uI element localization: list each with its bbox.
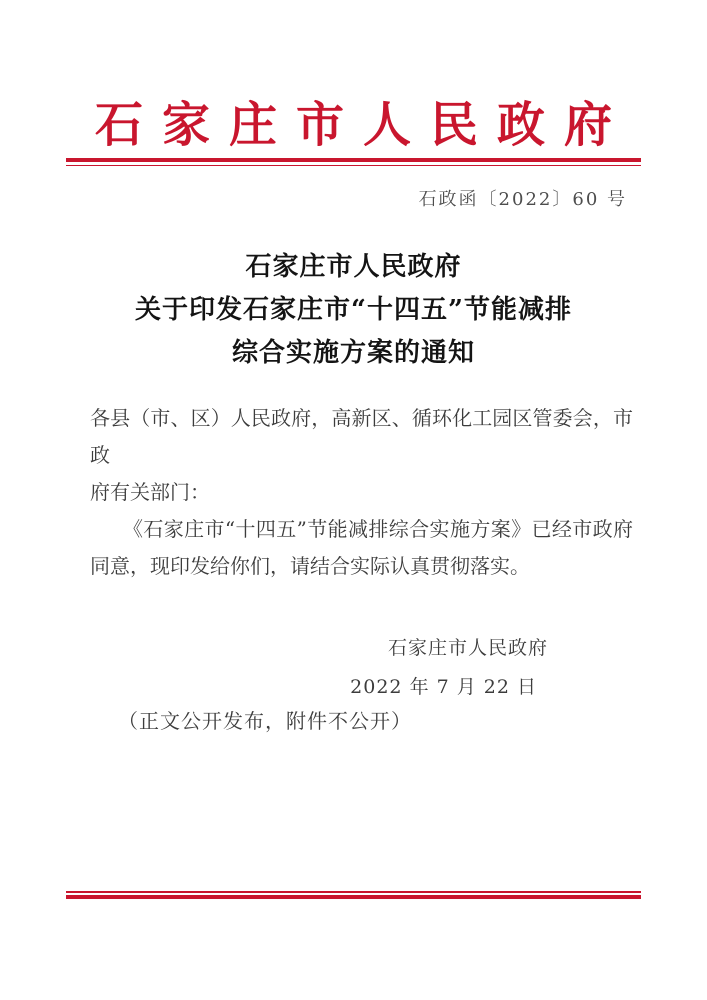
publication-note: （正文公开发布，附件不公开） [118,709,412,733]
rule-thin [66,891,641,893]
issuing-authority-signature: 石家庄市人民政府 [387,637,548,659]
rule-thin [66,165,641,167]
title-line-2: 关于印发石家庄市“十四五”节能减排 [135,295,572,325]
rule-thick [66,895,641,899]
masthead-double-rule [66,158,641,166]
body-line-2: 府有关部门： [90,480,210,504]
document-title [0,246,707,375]
body-line-1: 各县（市、区）人民政府，高新区、循环化工园区管委会，市政 [90,406,633,467]
issue-date: 2022 年 7 月 22 日 [350,676,537,698]
body-line-4: 同意，现印发给你们，请结合实际认真贯彻落实。 [90,554,530,578]
title-line-1: 石家庄市人民政府 [245,252,462,282]
body-line-3: 《石家庄市“十四五”节能减排综合实施方案》已经市政府 [123,517,633,541]
agency-masthead: 石家庄市人民政府 [94,97,631,153]
footer-double-rule [66,891,641,899]
document-number: 石政函〔2022〕60 号 [418,189,627,210]
title-line-3: 综合实施方案的通知 [231,338,475,368]
rule-thick [66,158,641,162]
document-body [90,400,633,585]
